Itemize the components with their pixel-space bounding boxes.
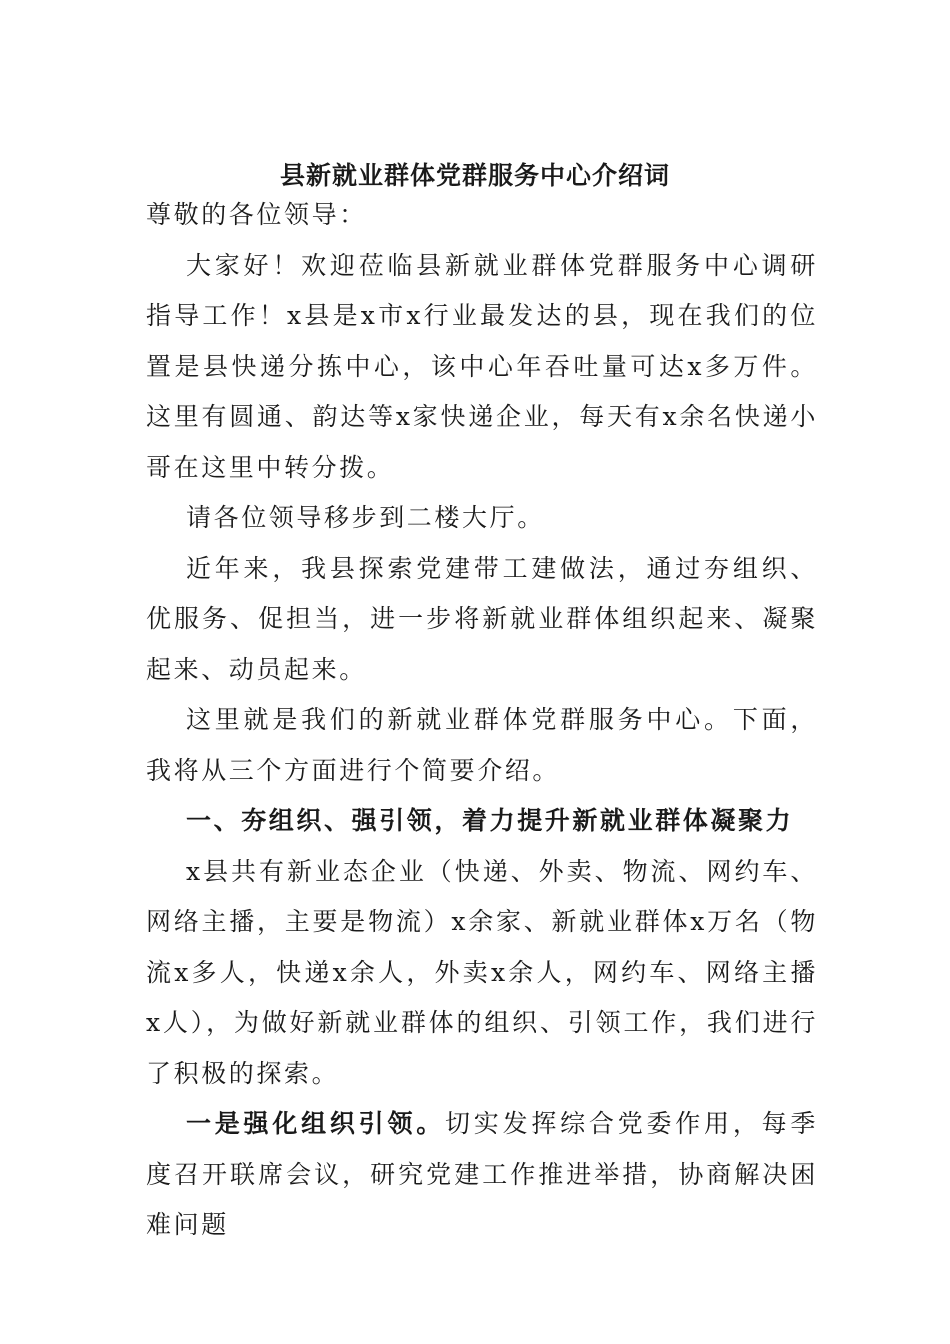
paragraph-introduction: 这里就是我们的新就业群体党群服务中心。下面，我将从三个方面进行个简要介绍。: [146, 705, 818, 785]
paragraph-move-upstairs: 请各位领导移步到二楼大厅。: [186, 503, 545, 532]
document-title: 县新就业群体党群服务中心介绍词: [279, 161, 670, 190]
document-body: [146, 190, 818, 1251]
point-paragraph: [146, 1099, 818, 1251]
salutation: 尊敬的各位领导：: [146, 200, 367, 229]
point-text: 切实发挥综合党委作用，每季度召开联席会议，研究党建工作推进举措，协商解决困难问题: [146, 1109, 818, 1239]
section-heading: 一、夯组织、强引领，着力提升新就业群体凝聚力: [186, 806, 794, 835]
point-lead: 一是强化组织引领。: [186, 1109, 446, 1138]
section-paragraph: x县共有新业态企业（快递、外卖、物流、网约车、网络主播，主要是物流）x余家、新就业群体x万名（物流x多人，快递x余人，外卖x余人，网约车、网络主播x人），为做好新就业群体的组织、引领工作，我们进行了积极的探索。: [146, 856, 818, 1088]
paragraph-welcome: 大家好！欢迎莅临县新就业群体党群服务中心调研指导工作！x县是x市x行业最发达的县，现在我们的位置是县快递分拣中心，该中心年吞吐量可达x多万件。这里有圆通、韵达等x家快递企业，每天有x余名快递小哥在这里中转分拨。: [146, 250, 818, 482]
paragraph-recent-years: 近年来，我县探索党建带工建做法，通过夯组织、优服务、促担当，进一步将新就业群体组织起来、凝聚起来、动员起来。: [146, 553, 818, 684]
